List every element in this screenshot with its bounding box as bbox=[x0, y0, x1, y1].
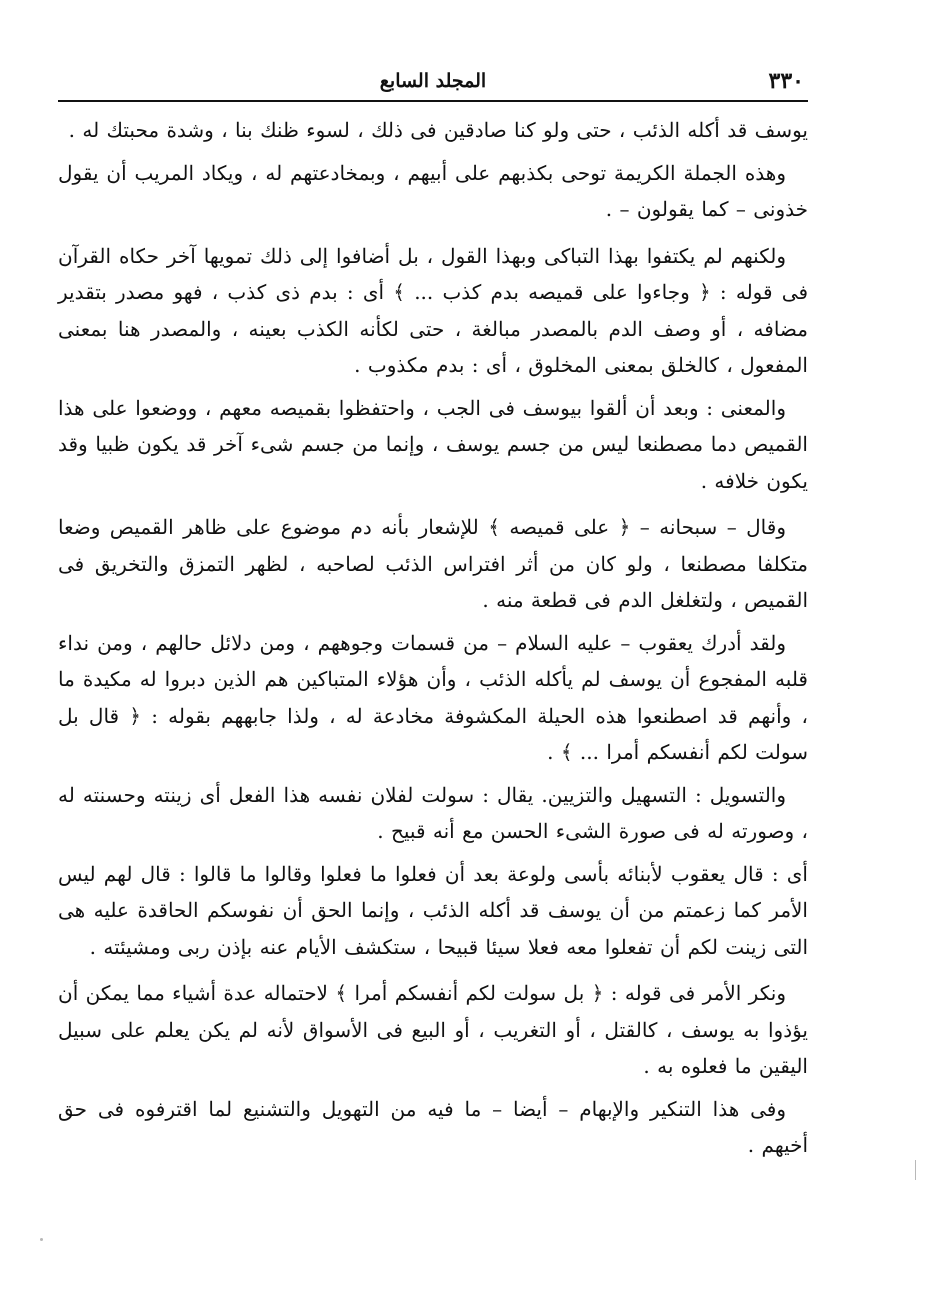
paragraph-3: ولكنهم لم يكتفوا بهذا التباكى وبهذا القول ، بل أضافوا إلى ذلك تمويها آخر حكاه القرآن فى قوله : ﴿ وجاءوا على قميصه بدم كذب ... ﴾ أى : بدم ذى كذب ، فهو مصدر بتقدير مضافه ، أو وصف الدم بالمصدر مبالغة ، حتى لكأنه الكذب بعينه ، والمصدر هنا بمعنى المفعول ، كالخلق بمعنى المخلوق ، أى : بدم مكذوب . bbox=[58, 243, 808, 377]
volume-title: المجلد السابع bbox=[379, 70, 487, 92]
paragraph-8: أى : قال يعقوب لأبنائه بأسى ولوعة بعد أن فعلوا ما فعلوا وقالوا ما قالوا : قال لهم ليس الأمر كما زعمتم من أن يوسف قد أكله الذئب ، وإنما الحق أن نفوسكم الحاقدة عليه هى التى زينت لكم أن تفعلوا معه فعلا سيئا قبيحا ، ستكشف الأيام عنه بإذن ربى ومشيئته . bbox=[58, 861, 808, 959]
paragraph-6: ولقد أدرك يعقوب – عليه السلام – من قسمات وجوههم ، ومن دلائل حالهم ، ومن نداء قلبه المفجوع أن يوسف لم يأكله الذئب ، وأن هؤلاء المتباكين هم الذين دبروا له مكيدة ما ، وأنهم قد اصطنعوا هذه الحيلة المكشوفة مخادعة له ، ولذا جابههم بقوله : ﴿ قال بل سولت لكم أنفسكم أمرا ... ﴾ . bbox=[58, 630, 808, 764]
paragraph-2: وهذه الجملة الكريمة توحى بكذبهم على أبيهم ، وبمخادعتهم له ، ويكاد المريب أن يقول خذونى – كما يقولون – . bbox=[58, 160, 808, 221]
scan-edge-mark bbox=[915, 1160, 916, 1180]
paragraph-4: والمعنى : وبعد أن ألقوا بيوسف فى الجب ، واحتفظوا بقميصه معهم ، ووضعوا على هذا القميص دما مصطنعا ليس من جسم يوسف ، وإنما من جسم شىء آخر قد يكون ظبيا وقد يكون خلافه . bbox=[58, 395, 808, 493]
paragraph-9: ونكر الأمر فى قوله : ﴿ بل سولت لكم أنفسكم أمرا ﴾ لاحتماله عدة أشياء مما يمكن أن يؤذوا به يوسف ، كالقتل ، أو التغريب ، أو البيع فى الأسواق لأنه لم يكن يعلم على سبيل اليقين ما فعلوه به . bbox=[58, 981, 808, 1078]
paragraph-10: وفى هذا التنكير والإبهام – أيضا – ما فيه من التهويل والتشنيع لما اقترفوه فى حق أخيهم . bbox=[58, 1096, 808, 1157]
page-number: ٣٣٠ bbox=[768, 68, 804, 94]
paragraph-5: وقال – سبحانه – ﴿ على قميصه ﴾ للإشعار بأنه دم موضوع على ظاهر القميص وضعا متكلفا مصطنعا ، ولو كان من أثر افتراس الذئب لصاحبه ، لظهر التمزق والتخريق فى القميص ، ولتغلغل الدم فى قطعة منه . bbox=[58, 515, 808, 612]
page-content bbox=[58, 60, 808, 1170]
scan-edge-mark bbox=[40, 1238, 43, 1241]
running-head bbox=[58, 60, 808, 102]
paragraph-7: والتسويل : التسهيل والتزيين. يقال : سولت لفلان نفسه هذا الفعل أى زينته وحسنته له ، وصورته له فى صورة الشىء الحسن مع أنه قبيح . bbox=[58, 782, 808, 843]
body-text bbox=[58, 112, 808, 1164]
paragraph-1: يوسف قد أكله الذئب ، حتى ولو كنا صادقين فى ذلك ، لسوء ظنك بنا ، وشدة محبتك له . bbox=[68, 118, 808, 142]
